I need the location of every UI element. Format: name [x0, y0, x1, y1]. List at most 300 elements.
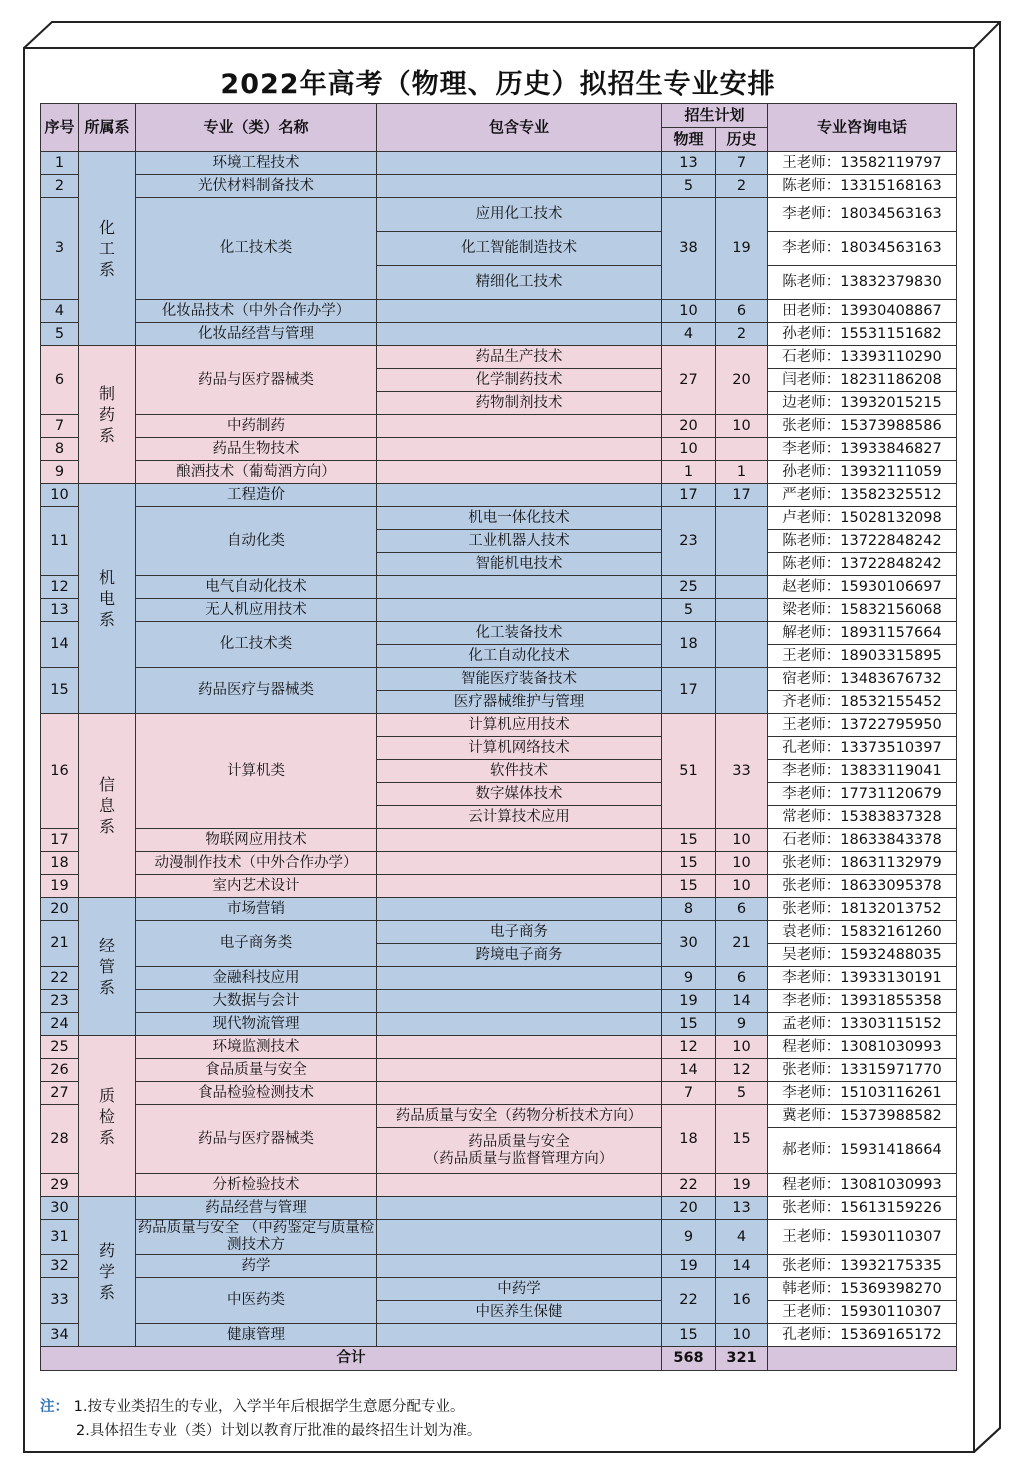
row-physics-count: 9 [662, 1220, 716, 1255]
row-history-count: 10 [716, 852, 768, 875]
row-physics-count: 19 [662, 990, 716, 1013]
row-included-major [377, 1059, 662, 1082]
row-physics-count: 5 [662, 599, 716, 622]
row-history-count: 9 [716, 1013, 768, 1036]
row-physics-count: 18 [662, 1105, 716, 1174]
row-included-major [377, 484, 662, 507]
row-physics-count: 51 [662, 714, 716, 829]
row-included-major: 中医养生保健 [377, 1301, 662, 1324]
dept-char: 机 [98, 568, 115, 587]
row-major: 分析检验技术 [136, 1174, 377, 1197]
row-major: 药品医疗与器械类 [136, 668, 377, 714]
row-phone: 孙老师：13932111059 [768, 461, 957, 484]
table-row [41, 438, 957, 461]
row-phone: 齐老师：18532155452 [768, 691, 957, 714]
row-major: 化妆品经营与管理 [136, 323, 377, 346]
table-row [41, 1105, 957, 1128]
row-phone: 王老师：15930110307 [768, 1220, 957, 1255]
total-row [41, 1347, 957, 1371]
header-plan: 招生计划 [662, 104, 768, 128]
dept-0 [79, 152, 136, 346]
row-included-major [377, 175, 662, 198]
row-major: 环境工程技术 [136, 152, 377, 175]
dept-char: 系 [98, 1283, 115, 1302]
table-row [41, 852, 957, 875]
row-included-major [377, 1082, 662, 1105]
row-phone: 田老师：13930408867 [768, 300, 957, 323]
row-major: 健康管理 [136, 1324, 377, 1347]
row-phone: 石老师：18633843378 [768, 829, 957, 852]
table-row [41, 415, 957, 438]
row-physics-count: 15 [662, 852, 716, 875]
table-row [41, 1324, 957, 1347]
row-included-major: 软件技术 [377, 760, 662, 783]
row-history-count: 7 [716, 152, 768, 175]
dept-char: 化 [98, 218, 115, 237]
row-phone: 程老师：13081030993 [768, 1036, 957, 1059]
table-row [41, 152, 957, 175]
table-row [41, 1082, 957, 1105]
row-phone: 张老师：15613159226 [768, 1197, 957, 1220]
table-row [41, 921, 957, 944]
row-physics-count: 10 [662, 438, 716, 461]
row-included-major [377, 990, 662, 1013]
row-included-major [377, 576, 662, 599]
row-phone: 李老师：15103116261 [768, 1082, 957, 1105]
row-included-major: 智能医疗装备技术 [377, 668, 662, 691]
row-phone: 常老师：15383837328 [768, 806, 957, 829]
row-physics-count: 7 [662, 1082, 716, 1105]
row-history-count: 14 [716, 1255, 768, 1278]
row-major: 化妆品技术（中外合作办学） [136, 300, 377, 323]
table-row [41, 576, 957, 599]
dept-char: 学 [98, 1262, 115, 1281]
table-row [41, 300, 957, 323]
row-major: 食品检验检测技术 [136, 1082, 377, 1105]
row-phone: 张老师：15373988586 [768, 415, 957, 438]
row-major: 自动化类 [136, 507, 377, 576]
row-included-major [377, 323, 662, 346]
row-physics-count: 8 [662, 898, 716, 921]
row-phone: 王老师：13582119797 [768, 152, 957, 175]
row-physics-count: 20 [662, 1197, 716, 1220]
header-physics: 物理 [662, 128, 716, 152]
row-phone: 韩老师：15369398270 [768, 1278, 957, 1301]
row-included-major: 化工装备技术 [377, 622, 662, 645]
row-seq: 4 [41, 300, 79, 323]
row-seq: 12 [41, 576, 79, 599]
row-history-count [716, 507, 768, 576]
row-seq: 9 [41, 461, 79, 484]
dept-5 [79, 1036, 136, 1197]
row-major: 药品与医疗器械类 [136, 346, 377, 415]
row-included-major: 计算机应用技术 [377, 714, 662, 737]
row-history-count: 19 [716, 1174, 768, 1197]
row-history-count: 17 [716, 484, 768, 507]
row-phone: 程老师：13081030993 [768, 1174, 957, 1197]
row-physics-count: 14 [662, 1059, 716, 1082]
table-row [41, 1197, 957, 1220]
table-row [41, 1220, 957, 1255]
row-seq: 21 [41, 921, 79, 967]
row-seq: 7 [41, 415, 79, 438]
row-seq: 10 [41, 484, 79, 507]
total-phone-empty [768, 1347, 957, 1371]
dept-2 [79, 484, 136, 714]
table-row [41, 875, 957, 898]
row-history-count: 10 [716, 829, 768, 852]
table-row [41, 1013, 957, 1036]
row-phone: 袁老师：15832161260 [768, 921, 957, 944]
row-phone: 王老师：18903315895 [768, 645, 957, 668]
dept-char: 电 [98, 589, 115, 608]
row-phone: 王老师：13722795950 [768, 714, 957, 737]
row-included-major [377, 300, 662, 323]
row-seq: 20 [41, 898, 79, 921]
row-included-major [377, 1324, 662, 1347]
row-included-major [377, 898, 662, 921]
note-line-1: 注： 1.按专业类招生的专业，入学半年后根据学生意愿分配专业。 [40, 1399, 465, 1415]
row-physics-count: 22 [662, 1278, 716, 1324]
row-seq: 19 [41, 875, 79, 898]
row-history-count: 10 [716, 415, 768, 438]
row-history-count: 10 [716, 1324, 768, 1347]
enrollment-table [40, 103, 957, 1371]
row-major: 无人机应用技术 [136, 599, 377, 622]
row-physics-count: 4 [662, 323, 716, 346]
row-phone: 陈老师：13832379830 [768, 266, 957, 300]
row-phone: 李老师：13933846827 [768, 438, 957, 461]
table-row [41, 484, 957, 507]
row-physics-count: 25 [662, 576, 716, 599]
dept-char: 系 [98, 260, 115, 279]
dept-char: 息 [98, 796, 115, 815]
row-phone: 石老师：13393110290 [768, 346, 957, 369]
row-major: 中药制药 [136, 415, 377, 438]
row-physics-count: 5 [662, 175, 716, 198]
row-history-count: 6 [716, 300, 768, 323]
row-major: 电子商务类 [136, 921, 377, 967]
row-phone: 李老师：13933130191 [768, 967, 957, 990]
dept-6 [79, 1197, 136, 1347]
row-physics-count: 15 [662, 1013, 716, 1036]
row-seq: 22 [41, 967, 79, 990]
dept-char: 系 [98, 817, 115, 836]
row-history-count: 21 [716, 921, 768, 967]
row-major: 化工技术类 [136, 622, 377, 668]
dept-char: 系 [98, 1127, 115, 1147]
row-phone: 郝老师：15931418664 [768, 1128, 957, 1174]
row-phone: 孔老师：13373510397 [768, 737, 957, 760]
row-seq: 31 [41, 1220, 79, 1255]
row-phone: 李老师：13931855358 [768, 990, 957, 1013]
table-row [41, 599, 957, 622]
row-included-major [377, 829, 662, 852]
table-row [41, 1174, 957, 1197]
row-seq: 14 [41, 622, 79, 668]
row-physics-count: 23 [662, 507, 716, 576]
row-included-major: 智能机电技术 [377, 553, 662, 576]
row-included-major [377, 415, 662, 438]
row-major: 药品生物技术 [136, 438, 377, 461]
table-row [41, 461, 957, 484]
note-label: 注： [40, 1399, 69, 1415]
row-included-major [377, 967, 662, 990]
row-major: 现代物流管理 [136, 1013, 377, 1036]
table-row [41, 1278, 957, 1301]
row-included-major [377, 1036, 662, 1059]
row-seq: 3 [41, 198, 79, 300]
row-history-count: 10 [716, 1036, 768, 1059]
row-included-major: 药物制剂技术 [377, 392, 662, 415]
row-major: 食品质量与安全 [136, 1059, 377, 1082]
dept-char: 系 [98, 426, 115, 445]
row-included-major: 机电一体化技术 [377, 507, 662, 530]
row-included-major: 应用化工技术 [377, 198, 662, 232]
dept-char: 检 [98, 1106, 115, 1126]
row-history-count [716, 599, 768, 622]
row-physics-count: 17 [662, 484, 716, 507]
row-seq: 1 [41, 152, 79, 175]
row-phone: 孔老师：15369165172 [768, 1324, 957, 1347]
row-seq: 8 [41, 438, 79, 461]
row-included-major: 工业机器人技术 [377, 530, 662, 553]
row-included-major: 云计算技术应用 [377, 806, 662, 829]
row-phone: 吴老师：15932488035 [768, 944, 957, 967]
row-major: 计算机类 [136, 714, 377, 829]
row-included-major: 数字媒体技术 [377, 783, 662, 806]
row-physics-count: 9 [662, 967, 716, 990]
row-included-major: 药品质量与安全 （药品质量与监督管理方向） [377, 1128, 662, 1174]
dept-1 [79, 346, 136, 484]
dept-char: 药 [98, 405, 115, 424]
table-row [41, 714, 957, 737]
row-phone: 张老师：18631132979 [768, 852, 957, 875]
header-includes: 包含专业 [377, 104, 662, 152]
row-history-count [716, 438, 768, 461]
row-included-major [377, 1174, 662, 1197]
row-seq: 17 [41, 829, 79, 852]
row-physics-count: 18 [662, 622, 716, 668]
row-included-major: 跨境电子商务 [377, 944, 662, 967]
row-history-count: 5 [716, 1082, 768, 1105]
row-major: 环境监测技术 [136, 1036, 377, 1059]
row-major: 中医药类 [136, 1278, 377, 1324]
table-row [41, 198, 957, 232]
row-seq: 6 [41, 346, 79, 415]
row-history-count: 2 [716, 175, 768, 198]
row-phone: 边老师：13932015215 [768, 392, 957, 415]
row-major: 酿酒技术（葡萄酒方向） [136, 461, 377, 484]
row-physics-count: 20 [662, 415, 716, 438]
row-history-count [716, 622, 768, 668]
row-major: 物联网应用技术 [136, 829, 377, 852]
row-physics-count: 15 [662, 829, 716, 852]
row-seq: 24 [41, 1013, 79, 1036]
row-history-count [716, 576, 768, 599]
row-phone: 张老师：18132013752 [768, 898, 957, 921]
row-major: 药学 [136, 1255, 377, 1278]
header-major: 专业（类）名称 [136, 104, 377, 152]
total-label: 合计 [41, 1347, 662, 1371]
dept-3 [79, 714, 136, 898]
row-included-major [377, 461, 662, 484]
row-seq: 23 [41, 990, 79, 1013]
dept-char: 信 [98, 775, 115, 794]
row-phone: 赵老师：15930106697 [768, 576, 957, 599]
header-phone: 专业咨询电话 [768, 104, 957, 152]
row-phone: 李老师：18034563163 [768, 232, 957, 266]
row-seq: 11 [41, 507, 79, 576]
row-phone: 陈老师：13722848242 [768, 530, 957, 553]
row-phone: 解老师：18931157664 [768, 622, 957, 645]
row-phone: 李老师：13833119041 [768, 760, 957, 783]
row-included-major [377, 1013, 662, 1036]
row-physics-count: 13 [662, 152, 716, 175]
row-included-major: 化工智能制造技术 [377, 232, 662, 266]
table-row [41, 1036, 957, 1059]
row-phone: 张老师：13315971770 [768, 1059, 957, 1082]
total-physics: 568 [662, 1347, 716, 1371]
table-row [41, 1255, 957, 1278]
row-included-major: 医疗器械维护与管理 [377, 691, 662, 714]
row-seq: 18 [41, 852, 79, 875]
row-seq: 29 [41, 1174, 79, 1197]
table-row [41, 507, 957, 530]
row-seq: 34 [41, 1324, 79, 1347]
row-physics-count: 22 [662, 1174, 716, 1197]
row-major: 电气自动化技术 [136, 576, 377, 599]
row-included-major [377, 152, 662, 175]
row-physics-count: 27 [662, 346, 716, 415]
row-physics-count: 17 [662, 668, 716, 714]
row-history-count: 16 [716, 1278, 768, 1324]
row-phone: 严老师：13582325512 [768, 484, 957, 507]
row-phone: 李老师：18034563163 [768, 198, 957, 232]
row-physics-count: 12 [662, 1036, 716, 1059]
row-included-major: 计算机网络技术 [377, 737, 662, 760]
row-phone: 卢老师：15028132098 [768, 507, 957, 530]
dept-char: 制 [98, 384, 115, 403]
table-row [41, 1059, 957, 1082]
row-included-major [377, 1255, 662, 1278]
row-physics-count: 10 [662, 300, 716, 323]
row-seq: 30 [41, 1197, 79, 1220]
row-included-major: 精细化工技术 [377, 266, 662, 300]
row-history-count: 6 [716, 967, 768, 990]
total-history: 321 [716, 1347, 768, 1371]
row-phone: 闫老师：18231186208 [768, 369, 957, 392]
row-physics-count: 30 [662, 921, 716, 967]
row-seq: 13 [41, 599, 79, 622]
header-history: 历史 [716, 128, 768, 152]
row-included-major [377, 599, 662, 622]
table-row [41, 175, 957, 198]
row-seq: 15 [41, 668, 79, 714]
row-phone: 陈老师：13722848242 [768, 553, 957, 576]
row-included-major: 化学制药技术 [377, 369, 662, 392]
notes [40, 1395, 481, 1443]
table-row [41, 967, 957, 990]
row-seq: 25 [41, 1036, 79, 1059]
dept-char: 药 [98, 1241, 115, 1260]
row-major: 药品质量与安全 （中药鉴定与质量检测技术方 [136, 1220, 377, 1255]
row-history-count: 12 [716, 1059, 768, 1082]
dept-char: 系 [98, 978, 115, 997]
row-physics-count: 38 [662, 198, 716, 300]
dept-char: 质 [98, 1085, 115, 1105]
row-seq: 26 [41, 1059, 79, 1082]
row-included-major [377, 1197, 662, 1220]
row-history-count: 13 [716, 1197, 768, 1220]
row-seq: 28 [41, 1105, 79, 1174]
row-included-major: 中药学 [377, 1278, 662, 1301]
row-seq: 2 [41, 175, 79, 198]
row-phone: 陈老师：13315168163 [768, 175, 957, 198]
row-history-count: 6 [716, 898, 768, 921]
row-history-count: 19 [716, 198, 768, 300]
row-history-count: 33 [716, 714, 768, 829]
row-included-major [377, 1220, 662, 1255]
row-history-count: 14 [716, 990, 768, 1013]
dept-char: 经 [98, 936, 115, 955]
row-history-count: 20 [716, 346, 768, 415]
row-phone: 李老师：17731120679 [768, 783, 957, 806]
row-major: 市场营销 [136, 898, 377, 921]
row-included-major: 电子商务 [377, 921, 662, 944]
row-seq: 16 [41, 714, 79, 829]
row-included-major: 药品质量与安全（药物分析技术方向） [377, 1105, 662, 1128]
header-seq: 序号 [41, 104, 79, 152]
row-major: 动漫制作技术（中外合作办学） [136, 852, 377, 875]
row-phone: 冀老师：15373988582 [768, 1105, 957, 1128]
row-major: 药品与医疗器械类 [136, 1105, 377, 1174]
row-seq: 33 [41, 1278, 79, 1324]
row-seq: 27 [41, 1082, 79, 1105]
row-major: 药品经营与管理 [136, 1197, 377, 1220]
table-row [41, 668, 957, 691]
table-row [41, 323, 957, 346]
row-phone: 孟老师：13303115152 [768, 1013, 957, 1036]
row-major: 金融科技应用 [136, 967, 377, 990]
row-history-count: 15 [716, 1105, 768, 1174]
row-major: 化工技术类 [136, 198, 377, 300]
row-included-major [377, 875, 662, 898]
row-physics-count: 1 [662, 461, 716, 484]
row-history-count: 4 [716, 1220, 768, 1255]
row-included-major [377, 852, 662, 875]
row-seq: 32 [41, 1255, 79, 1278]
table-row [41, 898, 957, 921]
row-physics-count: 15 [662, 1324, 716, 1347]
row-major: 光伏材料制备技术 [136, 175, 377, 198]
row-history-count: 1 [716, 461, 768, 484]
row-history-count: 10 [716, 875, 768, 898]
row-phone: 宿老师：13483676732 [768, 668, 957, 691]
row-included-major [377, 438, 662, 461]
row-major: 大数据与会计 [136, 990, 377, 1013]
page-title: 2022年高考（物理、历史）拟招生专业安排 [220, 69, 776, 100]
row-seq: 5 [41, 323, 79, 346]
dept-char: 工 [98, 239, 115, 258]
dept-char: 管 [98, 957, 115, 976]
row-included-major: 药品生产技术 [377, 346, 662, 369]
row-history-count [716, 668, 768, 714]
dept-4 [79, 898, 136, 1036]
table-row [41, 829, 957, 852]
table-row [41, 990, 957, 1013]
row-major: 室内艺术设计 [136, 875, 377, 898]
